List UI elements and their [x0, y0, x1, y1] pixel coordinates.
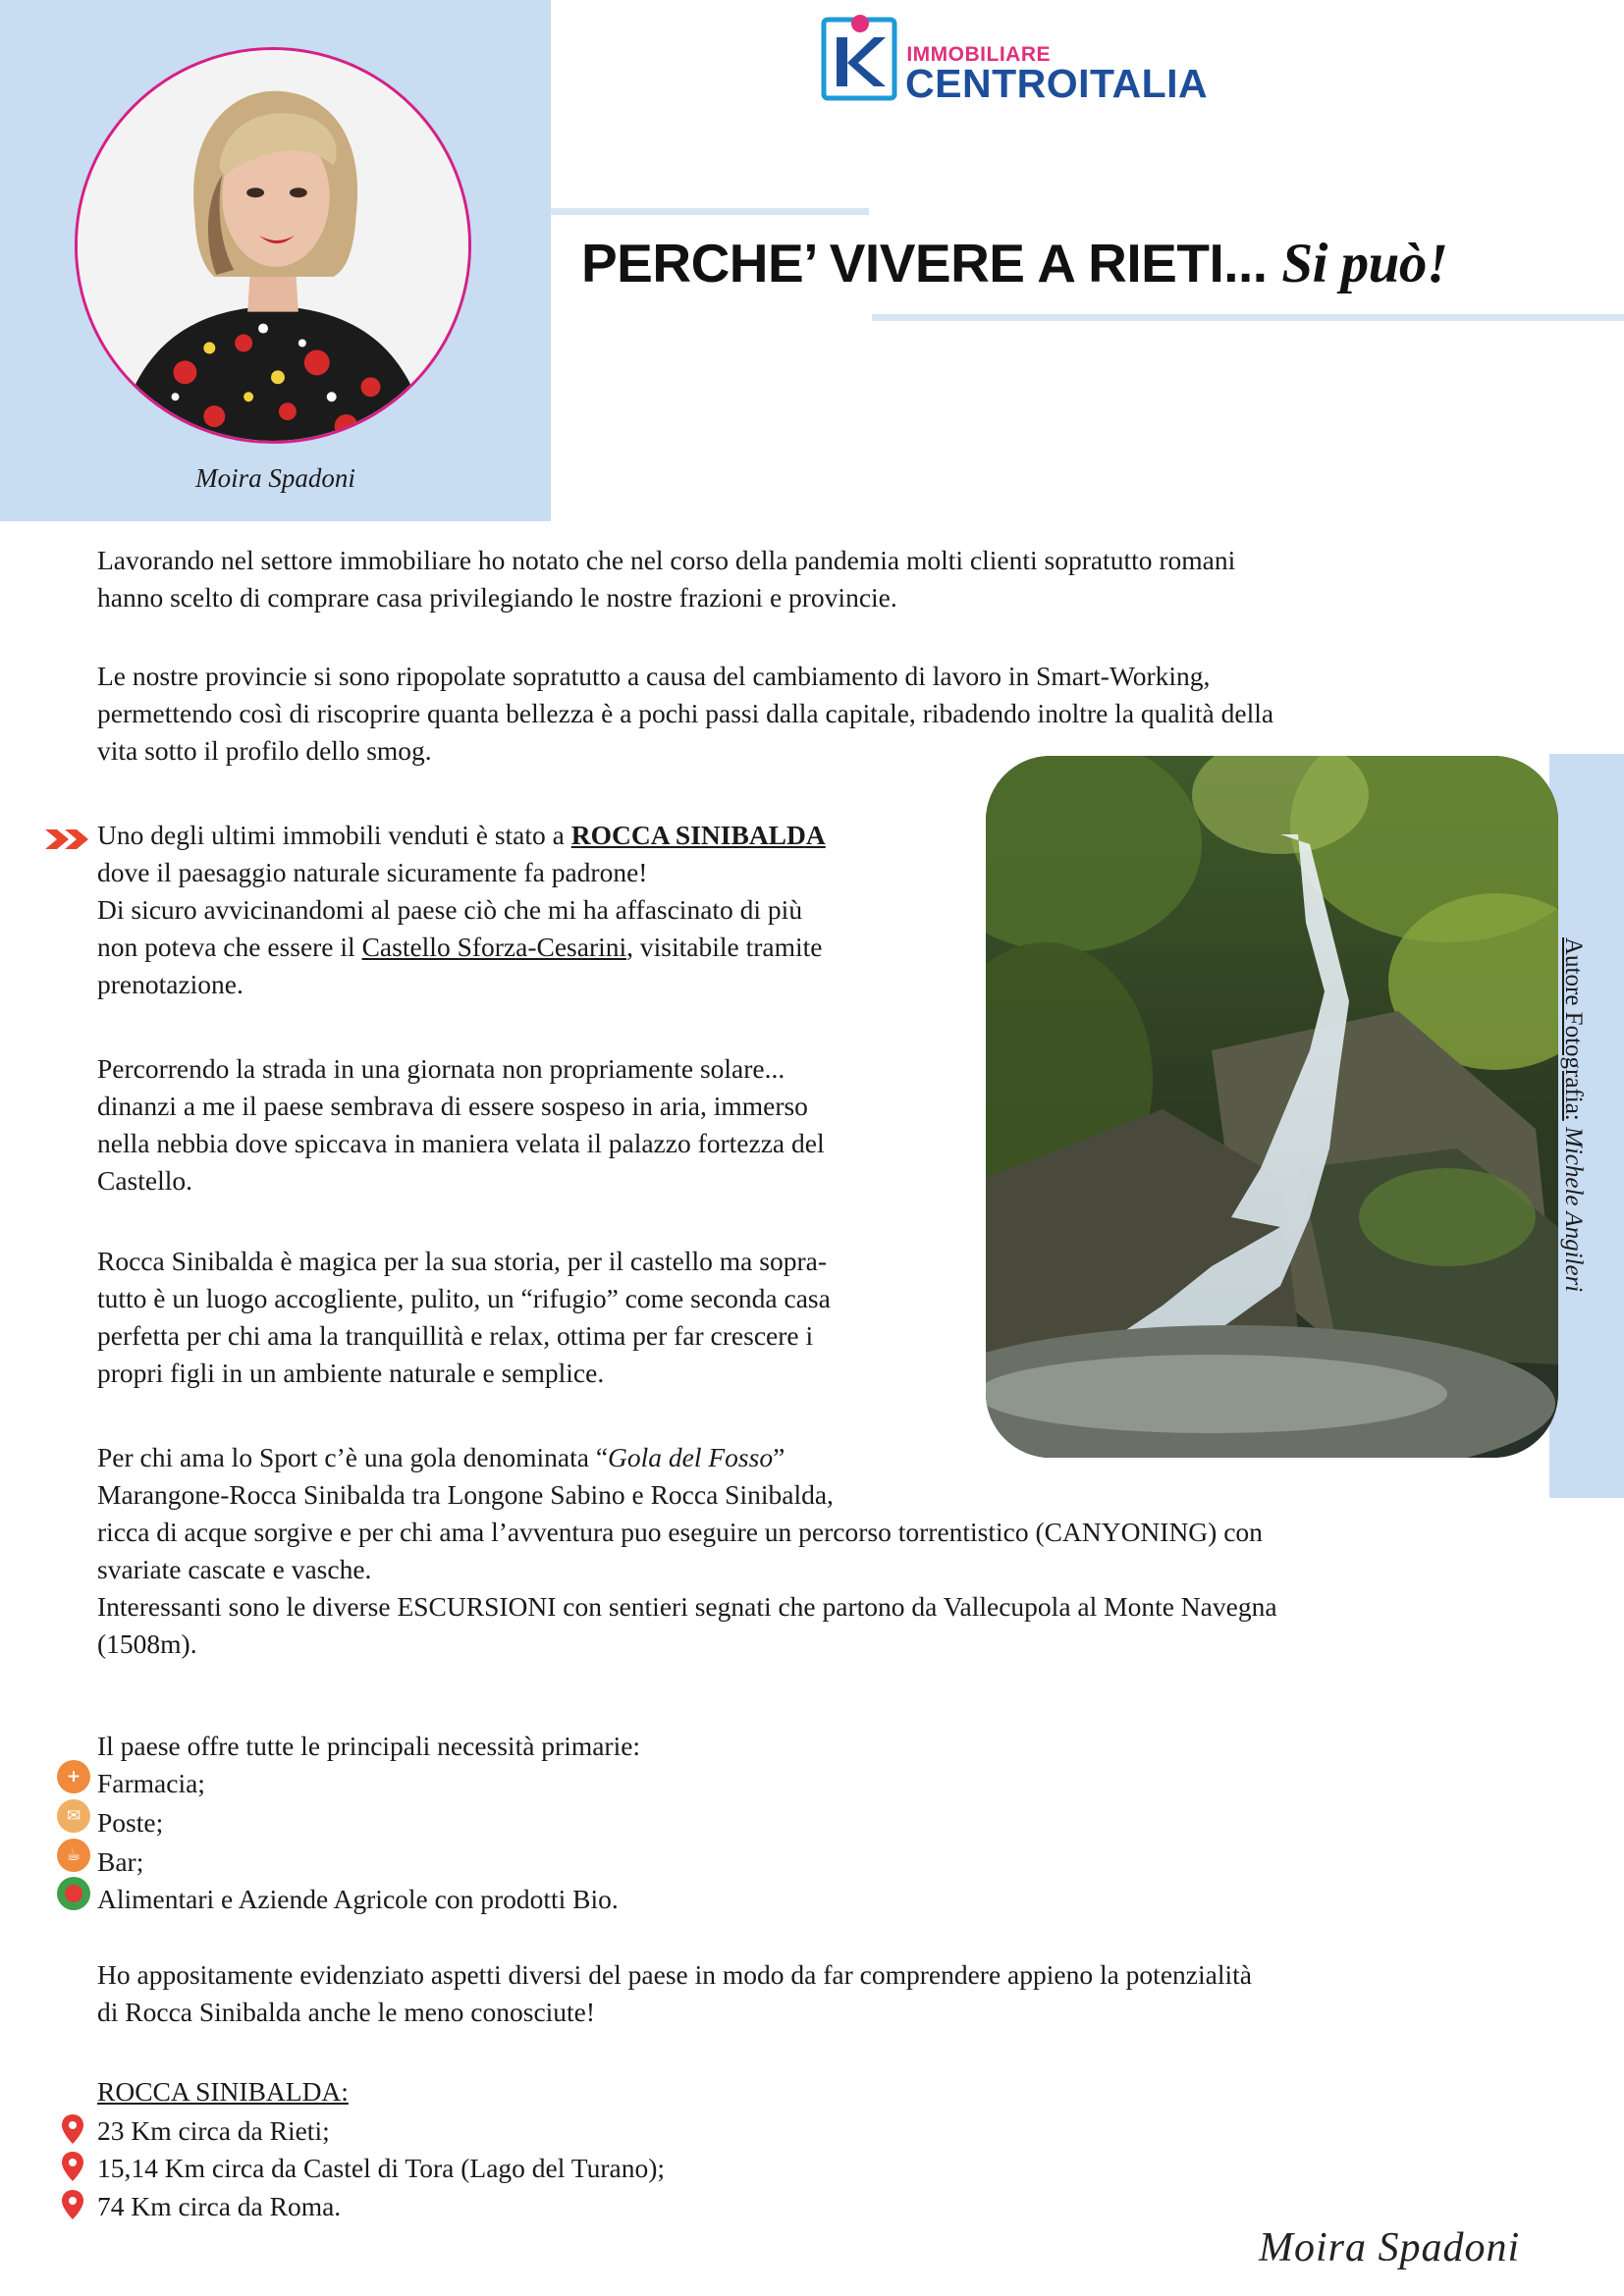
photo-credit-name: Michele Angileri: [1560, 1127, 1587, 1293]
text-line: ricca di acque sorgive e per chi ama l’avventura puo eseguire un percorso torrentistico (CANYONING) con: [97, 1517, 1263, 1547]
photo-credit: [1559, 937, 1587, 1292]
text-line: Di sicuro avvicinandomi al paese ciò che mi ha affascinato di più: [97, 894, 803, 925]
title-main: PERCHE’ VIVERE A RIETI: [581, 233, 1224, 294]
sport-paragraph: [97, 1439, 1277, 1663]
signature: Moira Spadoni: [1259, 2225, 1521, 2270]
castle-link[interactable]: Castello Sforza-Cesarini: [361, 932, 627, 962]
waterfall-image: [986, 756, 1558, 1458]
text-line: Ho appositamente evidenziato aspetti diversi del paese in modo da far comprendere appieno la potenzialità: [97, 1959, 1252, 1990]
author-name-caption: Moira Spadoni: [195, 463, 355, 493]
castle-after-text: , visitabile tramite: [626, 932, 823, 962]
logo-main-text: CENTROITALIA: [905, 61, 1209, 106]
rocca-paragraph: [97, 817, 826, 1003]
text-line: permettendo così di riscoprire quanta bellezza è a pochi passi dalla capitale, ribadendo inoltre la qualità della: [97, 698, 1274, 728]
text-line: (1508m).: [97, 1629, 197, 1659]
castle-intro-text: non poteva che essere il: [97, 932, 362, 962]
pharmacy-icon: +: [57, 1760, 90, 1793]
text-line: Percorrendo la strada in una giornata non propriamente solare...: [97, 1053, 785, 1084]
road-paragraph: [97, 1050, 825, 1200]
text-line: Le nostre provincie si sono ripopolate sopratutto a causa del cambiamento di lavoro in Smart-Working,: [97, 661, 1211, 691]
title-rule-bottom: [872, 314, 1624, 321]
text-line: vita sotto il profilo dello smog.: [97, 735, 432, 766]
distance-item-roma: 74 Km circa da Roma.: [97, 2191, 342, 2221]
company-logo[interactable]: [821, 14, 1233, 104]
title-subtitle: Si può!: [1281, 233, 1448, 294]
distance-item-castel-di-tora: 15,14 Km circa da Castel di Tora (Lago del Turano);: [97, 2153, 665, 2183]
author-portrait-image: [78, 50, 468, 441]
sport-quote-close: ”: [773, 1442, 785, 1472]
service-item-bar: Bar;: [97, 1846, 144, 1877]
text-line: Rocca Sinibalda è magica per la sua storia, per il castello ma sopra-: [97, 1246, 827, 1276]
rocca-sinibalda-link[interactable]: ROCCA SINIBALDA: [570, 820, 826, 850]
logo-top-text: IMMOBILIARE: [906, 43, 1051, 66]
text-line: [97, 929, 826, 966]
text-line: dinanzi a me il paese sembrava di essere sospeso in aria, immerso: [97, 1091, 808, 1121]
service-item-post: Poste;: [97, 1807, 164, 1838]
closing-paragraph: [97, 1956, 1252, 2031]
text-line: nella nebbia dove spiccava in maniera velata il palazzo fortezza del: [97, 1128, 825, 1158]
intro-paragraph-2: [97, 658, 1273, 770]
author-photo: [75, 47, 471, 444]
text-line: Marangone-Rocca Sinibalda tra Longone Sabino e Rocca Sinibalda,: [97, 1479, 834, 1510]
tomato-icon: [57, 1877, 90, 1910]
post-office-icon: ✉: [57, 1799, 90, 1833]
services-intro: Il paese offre tutte le principali necessità primarie:: [97, 1731, 641, 1761]
service-item-food: Alimentari e Aziende Agricole con prodotti Bio.: [97, 1884, 619, 1914]
magic-paragraph: [97, 1243, 831, 1392]
gola-name: Gola del Fosso: [608, 1442, 774, 1472]
distances-heading: ROCCA SINIBALDA:: [97, 2076, 349, 2107]
title-rule-top: [551, 208, 869, 215]
page-title: [581, 232, 1448, 295]
text-line: prenotazione.: [97, 969, 244, 999]
sport-intro-text: Per chi ama lo Sport c’è una gola denominata “: [97, 1442, 609, 1472]
text-line: dove il paesaggio naturale sicuramente fa padrone!: [97, 857, 648, 887]
service-item-pharmacy: Farmacia;: [97, 1768, 205, 1798]
text-line: Lavorando nel settore immobiliare ho notato che nel corso della pandemia molti clienti sopratutto romani: [97, 545, 1236, 575]
distance-item-rieti: 23 Km circa da Rieti;: [97, 2115, 330, 2146]
photo-credit-label: Autore Fotografia:: [1560, 937, 1587, 1121]
text-line: di Rocca Sinibalda anche le meno conosciute!: [97, 1997, 596, 2027]
text-line: [97, 817, 826, 854]
rocca-intro-text: Uno degli ultimi immobili venduti è stato a: [97, 820, 571, 850]
text-line: perfetta per chi ama la tranquillità e relax, ottima per far crescere i: [97, 1320, 814, 1351]
location-pin-icon: [62, 2190, 83, 2219]
coffee-icon: ☕: [57, 1839, 90, 1872]
intro-paragraph-1: [97, 542, 1235, 616]
waterfall-photo: [986, 756, 1558, 1458]
title-ellipsis: ...: [1223, 233, 1268, 294]
text-line: Castello.: [97, 1165, 193, 1196]
text-line: Interessanti sono le diverse ESCURSIONI con sentieri segnati che partono da Vallecupola al Monte Navegna: [97, 1591, 1277, 1622]
text-line: propri figli in un ambiente naturale e semplice.: [97, 1358, 605, 1388]
location-pin-icon: [62, 2114, 83, 2144]
text-line: hanno scelto di comprare casa privilegiando le nostre frazioni e provincie.: [97, 582, 897, 613]
location-pin-icon: [62, 2152, 83, 2181]
logo-k-icon: [821, 14, 897, 102]
text-line: svariate cascate e vasche.: [97, 1554, 372, 1584]
text-line: tutto è un luogo accogliente, pulito, un “rifugio” come seconda casa: [97, 1283, 831, 1313]
double-chevron-icon: [43, 828, 94, 851]
author-panel: [0, 0, 551, 521]
